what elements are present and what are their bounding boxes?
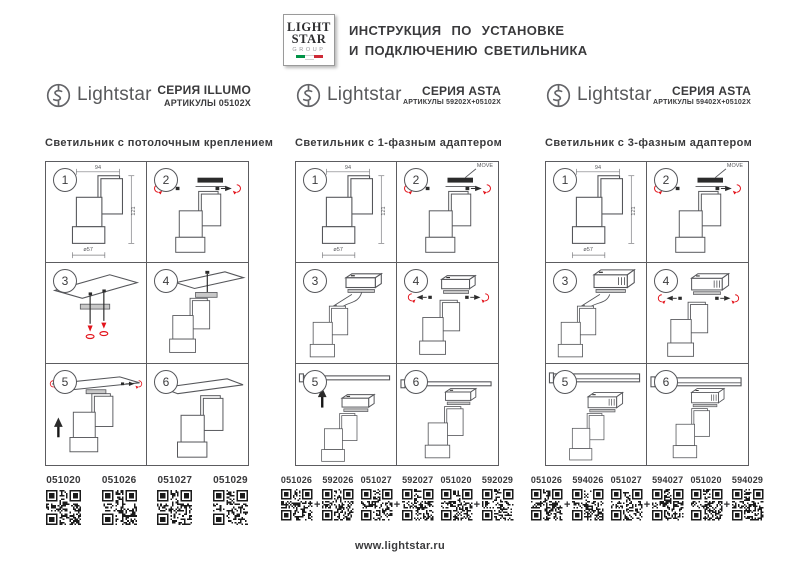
logo-text-light: LIGHT	[287, 20, 331, 34]
article-number: 051026	[280, 475, 313, 485]
series-block	[653, 84, 751, 106]
brand-wordmark: Lightstar	[327, 84, 402, 105]
brand-row	[45, 78, 251, 112]
article-code-pair	[530, 475, 604, 521]
step-number: 2	[154, 168, 178, 192]
lightstar-group-logo	[283, 14, 335, 66]
article-code	[101, 475, 138, 526]
step-number: 5	[553, 370, 577, 394]
masthead	[283, 14, 588, 66]
italian-flag-stripe	[296, 55, 323, 60]
series-articles: АРТИКУЛЫ 59202X+05102X	[403, 99, 501, 106]
step-cell	[46, 263, 147, 364]
article-code	[156, 475, 193, 526]
article-number: 051020	[690, 475, 722, 485]
step-number: 4	[404, 269, 428, 293]
article-number: 051027	[157, 475, 193, 486]
plus-sign: +	[393, 499, 401, 511]
qr-code	[690, 488, 723, 521]
plus-sign: +	[723, 499, 730, 511]
article-code	[530, 475, 563, 521]
article-number: 594029	[731, 475, 764, 485]
column-subtitle: Светильник с потолочным креплением	[45, 137, 274, 149]
series-block	[157, 83, 251, 108]
step-cell	[647, 162, 748, 263]
step-cell	[147, 263, 248, 364]
article-code-pair	[280, 475, 354, 521]
step-number: 5	[53, 370, 77, 394]
lightstar-brand	[295, 82, 402, 109]
article-qr-row	[280, 475, 514, 521]
step-cell	[397, 162, 498, 263]
series-title: СЕРИЯ ILLUMO	[157, 82, 251, 97]
article-code	[610, 475, 643, 521]
step-cell	[647, 263, 748, 364]
series-block	[403, 84, 501, 106]
step-cell	[296, 263, 397, 364]
series-articles: АРТИКУЛЫ 59402X+05102X	[653, 99, 751, 106]
step-number: 2	[654, 168, 678, 192]
brand-row	[545, 78, 751, 112]
article-number: 051027	[360, 475, 392, 485]
step-number: 6	[404, 370, 428, 394]
article-code	[280, 475, 313, 521]
article-code-pair	[440, 475, 514, 521]
article-code-pair	[360, 475, 434, 521]
article-number: 051026	[530, 475, 563, 485]
step-number: 3	[553, 269, 577, 293]
plus-sign: +	[314, 499, 321, 511]
qr-code	[280, 488, 313, 521]
step-cell	[546, 263, 647, 364]
article-number: 051026	[101, 475, 137, 486]
series-title: СЕРИЯ ASTA	[421, 84, 501, 98]
lightstar-logo-icon	[295, 82, 322, 109]
article-code	[571, 475, 604, 521]
plus-sign: +	[473, 499, 480, 511]
step-number: 5	[303, 370, 327, 394]
step-number: 4	[654, 269, 678, 293]
article-code	[440, 475, 473, 521]
step-number: 3	[303, 269, 327, 293]
step-cell	[296, 162, 397, 263]
qr-code	[651, 488, 684, 521]
qr-code	[610, 488, 643, 521]
step-cell	[647, 364, 748, 465]
step-cell	[546, 162, 647, 263]
qr-code	[321, 488, 354, 521]
step-number: 1	[303, 168, 327, 192]
column-asta-3phase	[530, 78, 764, 526]
qr-code	[401, 488, 434, 521]
article-number: 592027	[402, 475, 434, 485]
article-code	[481, 475, 514, 521]
article-qr-row	[530, 475, 764, 521]
plus-sign: +	[643, 499, 651, 511]
article-code	[360, 475, 393, 521]
step-number: 3	[53, 269, 77, 293]
instruction-grid	[545, 161, 749, 466]
lightstar-brand	[545, 82, 652, 109]
article-number: 051020	[440, 475, 472, 485]
article-code	[401, 475, 434, 521]
page-title-line1: ИНСТРУКЦИЯ ПО УСТАНОВКЕ	[349, 23, 565, 38]
article-code-pair	[610, 475, 684, 521]
step-number: 6	[154, 370, 178, 394]
lightstar-logo-icon	[45, 82, 72, 109]
step-cell	[46, 162, 147, 263]
step-cell	[147, 364, 248, 465]
column-asta-1phase	[280, 78, 514, 526]
instruction-grid	[45, 161, 249, 466]
step-cell	[296, 364, 397, 465]
step-number: 6	[654, 370, 678, 394]
column-subtitle: Светильник с 3-фазным адаптером	[545, 137, 753, 149]
article-code	[45, 475, 82, 526]
step-cell	[397, 263, 498, 364]
qr-code	[212, 489, 249, 526]
article-number: 051029	[213, 475, 248, 486]
article-number: 592026	[322, 475, 354, 485]
qr-code	[156, 489, 193, 526]
lightstar-brand	[45, 82, 152, 109]
instruction-grid	[295, 161, 499, 466]
column-illumo	[45, 78, 274, 526]
series-title: СЕРИЯ ASTA	[671, 84, 751, 98]
qr-code	[360, 488, 393, 521]
article-number: 051027	[610, 475, 642, 485]
step-number: 4	[154, 269, 178, 293]
column-subtitle: Светильник с 1-фазным адаптером	[295, 137, 503, 149]
qr-code	[571, 488, 604, 521]
logo-text-group: GROUP	[292, 47, 326, 53]
qr-code	[45, 489, 82, 526]
article-code	[651, 475, 684, 521]
brand-wordmark: Lightstar	[77, 84, 152, 105]
article-number: 594027	[652, 475, 684, 485]
step-number: 1	[53, 168, 77, 192]
brand-wordmark: Lightstar	[577, 84, 652, 105]
step-number: 2	[404, 168, 428, 192]
qr-code	[481, 488, 514, 521]
step-cell	[46, 364, 147, 465]
article-code-pair	[690, 475, 764, 521]
article-number: 592029	[481, 475, 514, 485]
qr-code	[731, 488, 764, 521]
article-code	[690, 475, 723, 521]
page-title-line2: И ПОДКЛЮЧЕНИЮ СВЕТИЛЬНИКА	[349, 42, 588, 58]
article-code	[731, 475, 764, 521]
step-cell	[546, 364, 647, 465]
brand-row	[295, 78, 501, 112]
article-number: 594026	[572, 475, 604, 485]
series-articles: АРТИКУЛЫ 05102X	[164, 97, 251, 108]
article-code	[212, 475, 249, 526]
article-number: 051020	[46, 475, 81, 486]
step-cell	[147, 162, 248, 263]
qr-code	[530, 488, 563, 521]
lightstar-logo-icon	[545, 82, 572, 109]
columns-container	[45, 78, 764, 526]
step-number: 1	[553, 168, 577, 192]
qr-code	[101, 489, 138, 526]
article-qr-row	[45, 475, 249, 526]
page-title	[349, 14, 588, 60]
logo-text-star: STAR	[291, 31, 327, 46]
qr-code	[440, 488, 473, 521]
plus-sign: +	[564, 499, 571, 511]
article-code	[321, 475, 354, 521]
step-cell	[397, 364, 498, 465]
website-url: www.lightstar.ru	[355, 540, 445, 552]
